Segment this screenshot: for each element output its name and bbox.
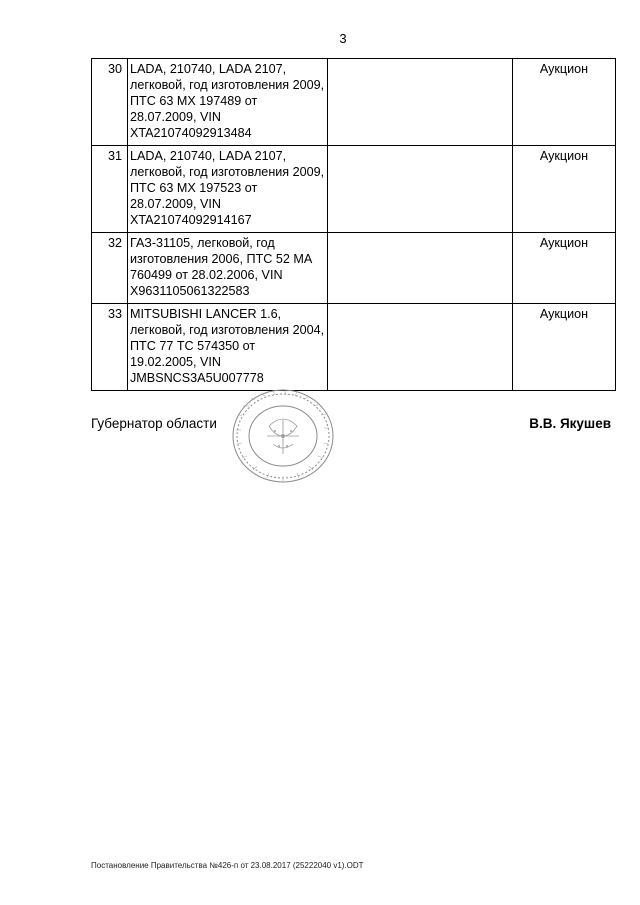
document-footer: Постановление Правительства №426-п от 23.08.2017 (25222040 v1).ODT bbox=[91, 861, 364, 870]
empty-cell bbox=[328, 146, 513, 233]
official-seal-stamp bbox=[229, 386, 337, 486]
table-row bbox=[92, 146, 616, 233]
table-row bbox=[92, 233, 616, 304]
sale-method: Аукцион bbox=[513, 233, 616, 304]
sale-method: Аукцион bbox=[513, 146, 616, 233]
page-number: 3 bbox=[339, 31, 347, 46]
vehicle-description: LADA, 210740, LADA 2107, легковой, год изготовления 2009, ПТС 63 МХ 197523 от 28.07.2009, VIN XTA21074092914167 bbox=[128, 146, 328, 233]
table-row bbox=[92, 304, 616, 391]
row-number: 30 bbox=[92, 59, 128, 146]
row-number: 32 bbox=[92, 233, 128, 304]
row-number: 33 bbox=[92, 304, 128, 391]
vehicle-table bbox=[91, 58, 616, 391]
signatory-title: Губернатор области bbox=[91, 416, 217, 431]
vehicle-description: LADA, 210740, LADA 2107, легковой, год изготовления 2009, ПТС 63 МХ 197489 от 28.07.2009, VIN XTA21074092913484 bbox=[128, 59, 328, 146]
vehicle-description: ГАЗ-31105, легковой, год изготовления 2006, ПТС 52 МА 760499 от 28.02.2006, VIN X9631105061322583 bbox=[128, 233, 328, 304]
empty-cell bbox=[328, 233, 513, 304]
sale-method: Аукцион bbox=[513, 304, 616, 391]
table-row bbox=[92, 59, 616, 146]
empty-cell bbox=[328, 59, 513, 146]
sale-method: Аукцион bbox=[513, 59, 616, 146]
row-number: 31 bbox=[92, 146, 128, 233]
signatory-name: В.В. Якушев bbox=[529, 416, 611, 431]
vehicle-description: MITSUBISHI LANCER 1.6, легковой, год изготовления 2004, ПТС 77 ТС 574350 от 19.02.2005, VIN JMBSNCS3A5U007778 bbox=[128, 304, 328, 391]
empty-cell bbox=[328, 304, 513, 391]
